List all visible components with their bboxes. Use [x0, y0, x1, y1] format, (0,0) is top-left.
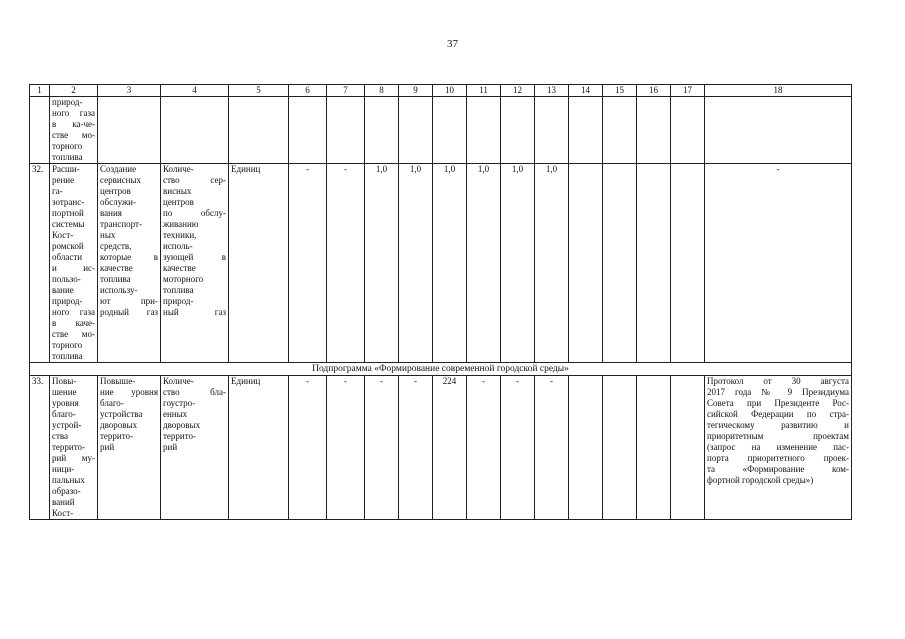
page-number: 37: [447, 38, 458, 50]
value-cell: -: [327, 376, 365, 520]
cell-text-line: рение: [52, 175, 75, 185]
header-cell: 4: [161, 85, 229, 97]
indicators-table: [29, 84, 852, 520]
value-cell: -: [289, 376, 327, 520]
cell-text-line: которые в: [100, 252, 158, 262]
cell-text-line: родный газ: [100, 307, 158, 317]
cell-text-line: пальных: [52, 475, 85, 485]
cell-text-line: центров: [163, 197, 194, 207]
cell-text-line: топлива: [163, 285, 194, 295]
unit-cell: Единиц: [229, 376, 289, 520]
cell-text-line: качестве: [100, 263, 133, 273]
cell-text-line: центров: [100, 186, 131, 196]
value-cell: [603, 164, 637, 363]
cell-text-line: приоритетным проектам: [707, 431, 849, 441]
activity-cell: [98, 97, 161, 164]
value-cell: [501, 97, 535, 164]
unit-cell: [229, 97, 289, 164]
cell-text-line: природ-: [52, 296, 83, 306]
cell-text-line: террито-: [52, 442, 86, 452]
header-cell: 10: [433, 85, 467, 97]
row-number-cell: 33.: [30, 376, 50, 520]
cell-text-line: по обслу-: [163, 208, 226, 218]
cell-text-line: гоустро-: [163, 398, 196, 408]
cell-text-line: ство бла-: [163, 387, 226, 397]
cell-text-line: ваний: [52, 497, 75, 507]
indicator-cell: [161, 97, 229, 164]
cell-text-line: Количе-: [163, 164, 194, 174]
cell-text-line: ство сер-: [163, 175, 226, 185]
cell-text-line: моторного: [163, 274, 204, 284]
cell-text-line: дворовых: [163, 420, 201, 430]
cell-text-line: системы: [52, 219, 85, 229]
cell-text-line: тегическому развитию и: [707, 420, 849, 430]
cell-text-line: шение: [52, 387, 77, 397]
cell-text-line: благо-: [100, 398, 124, 408]
cell-text-line: ние уровня: [100, 387, 158, 397]
value-cell: 224: [433, 376, 467, 520]
cell-text-line: стве мо-: [52, 329, 95, 339]
value-cell: -: [399, 376, 433, 520]
program-name-cell: [50, 97, 98, 164]
value-cell: [637, 164, 671, 363]
cell-text-line: природ-: [163, 296, 194, 306]
cell-text-line: исполь-: [163, 241, 193, 251]
cell-text-line: топлива: [52, 351, 83, 361]
table-row: [30, 97, 852, 164]
cell-text-line: ници-: [52, 464, 75, 474]
header-cell: 6: [289, 85, 327, 97]
activity-cell: [98, 376, 161, 520]
cell-text-line: устрой-: [52, 420, 82, 430]
table-row: [30, 376, 852, 520]
cell-text-line: топлива: [52, 152, 83, 162]
cell-text-line: пользо-: [52, 274, 81, 284]
indicator-cell: [161, 164, 229, 363]
cell-text-line: Повы-: [52, 376, 77, 386]
cell-text-line: и ис-: [52, 263, 95, 273]
program-name-cell: [50, 164, 98, 363]
cell-text-line: транспорт-: [100, 219, 142, 229]
cell-text-line: Расши-: [52, 164, 80, 174]
cell-text-line: террито-: [100, 431, 134, 441]
cell-text-line: Повыше-: [100, 376, 136, 386]
cell-text-line: дворовых: [100, 420, 138, 430]
cell-text-line: области: [52, 252, 83, 262]
cell-text-line: вание: [52, 285, 74, 295]
value-cell: -: [501, 376, 535, 520]
cell-text-line: торного: [52, 340, 83, 350]
cell-text-line: портной: [52, 208, 84, 218]
cell-text-line: Кост-: [52, 508, 74, 518]
value-cell: [327, 97, 365, 164]
cell-text-line: живанию: [163, 219, 199, 229]
value-cell: [637, 97, 671, 164]
cell-text-line: Кост-: [52, 230, 74, 240]
header-cell: 2: [50, 85, 98, 97]
header-cell: 18: [705, 85, 852, 97]
value-cell: -: [327, 164, 365, 363]
cell-text-line: в каче-: [52, 318, 95, 328]
cell-text-line: благо-: [52, 409, 76, 419]
cell-text-line: га-: [52, 186, 63, 196]
cell-text-line: торного: [52, 141, 83, 151]
cell-text-line: средств,: [100, 241, 132, 251]
cell-text-line: рий: [163, 442, 178, 452]
unit-cell: Единиц: [229, 164, 289, 363]
cell-text-line: (запрос на изменение пас-: [707, 442, 849, 452]
value-cell: 1,0: [433, 164, 467, 363]
header-cell: 11: [467, 85, 501, 97]
cell-text-line: енных: [163, 409, 188, 419]
cell-text-line: Протокол от 30 августа: [707, 376, 849, 386]
cell-text-line: Количе-: [163, 376, 194, 386]
cell-text-line: та «Формирование ком-: [707, 464, 849, 474]
cell-text-line: ный газ: [163, 307, 226, 317]
cell-text-line: зующей в: [163, 252, 226, 262]
cell-text-line: фортной городской среды»): [707, 475, 814, 485]
cell-text-line: стве мо-: [52, 130, 95, 140]
header-cell: 16: [637, 85, 671, 97]
header-cell: 15: [603, 85, 637, 97]
note-cell: [705, 376, 852, 520]
value-cell: [637, 376, 671, 520]
value-cell: [289, 97, 327, 164]
value-cell: [569, 164, 603, 363]
cell-text-line: в ка-че-: [52, 119, 95, 129]
cell-text-line: рий: [100, 442, 115, 452]
cell-text-line: 2017 года № 9 Президиума: [707, 387, 849, 397]
header-cell: 13: [535, 85, 569, 97]
cell-text-line: сийской Федерации по стра-: [707, 409, 849, 419]
note-cell: -: [705, 164, 852, 363]
header-cell: 7: [327, 85, 365, 97]
note-cell: [705, 97, 852, 164]
value-cell: -: [365, 376, 399, 520]
row-number-cell: 32.: [30, 164, 50, 363]
row-number-cell: [30, 97, 50, 164]
cell-text-line: террито-: [163, 431, 197, 441]
value-cell: [569, 97, 603, 164]
cell-text-line: техники,: [163, 230, 197, 240]
header-cell: 8: [365, 85, 399, 97]
value-cell: -: [535, 376, 569, 520]
value-cell: [365, 97, 399, 164]
indicator-cell: [161, 376, 229, 520]
value-cell: [535, 97, 569, 164]
cell-text-line: вания: [100, 208, 122, 218]
cell-text-line: ных: [100, 230, 116, 240]
cell-text-line: сервисных: [100, 175, 142, 185]
value-cell: 1,0: [501, 164, 535, 363]
header-cell: 5: [229, 85, 289, 97]
value-cell: -: [289, 164, 327, 363]
cell-text-line: природ-: [52, 97, 83, 107]
value-cell: [603, 97, 637, 164]
value-cell: -: [467, 376, 501, 520]
table-row: [30, 164, 852, 363]
value-cell: [671, 376, 705, 520]
header-cell: 17: [671, 85, 705, 97]
value-cell: [671, 97, 705, 164]
cell-text-line: образо-: [52, 486, 81, 496]
cell-text-line: ного газа: [52, 307, 95, 317]
cell-text-line: Совета при Президенте Рос-: [707, 398, 849, 408]
value-cell: 1,0: [467, 164, 501, 363]
header-row: [30, 85, 852, 97]
cell-text-line: использу-: [100, 285, 138, 295]
cell-text-line: зотранс-: [52, 197, 85, 207]
value-cell: [433, 97, 467, 164]
cell-text-line: ют при-: [100, 296, 158, 306]
header-cell: 14: [569, 85, 603, 97]
value-cell: 1,0: [365, 164, 399, 363]
header-cell: 3: [98, 85, 161, 97]
cell-text-line: ромской: [52, 241, 84, 251]
cell-text-line: обслужи-: [100, 197, 136, 207]
cell-text-line: качестве: [163, 263, 196, 273]
cell-text-line: ства: [52, 431, 69, 441]
value-cell: [569, 376, 603, 520]
value-cell: [467, 97, 501, 164]
header-cell: 1: [30, 85, 50, 97]
cell-text-line: ного газа: [52, 108, 95, 118]
program-name-cell: [50, 376, 98, 520]
cell-text-line: порта приоритетного проек-: [707, 453, 849, 463]
value-cell: [399, 97, 433, 164]
cell-text-line: Создание: [100, 164, 137, 174]
subprogram-row: [30, 363, 852, 376]
cell-text-line: висных: [163, 186, 192, 196]
value-cell: [603, 376, 637, 520]
cell-text-line: устройства: [100, 409, 143, 419]
cell-text-line: топлива: [100, 274, 131, 284]
value-cell: [671, 164, 705, 363]
header-cell: 12: [501, 85, 535, 97]
activity-cell: [98, 164, 161, 363]
value-cell: 1,0: [535, 164, 569, 363]
value-cell: 1,0: [399, 164, 433, 363]
header-cell: 9: [399, 85, 433, 97]
cell-text-line: рий му-: [52, 453, 95, 463]
cell-text-line: уровня: [52, 398, 79, 408]
subprogram-title: Подпрограмма «Формирование современной городской среды»: [30, 363, 852, 376]
